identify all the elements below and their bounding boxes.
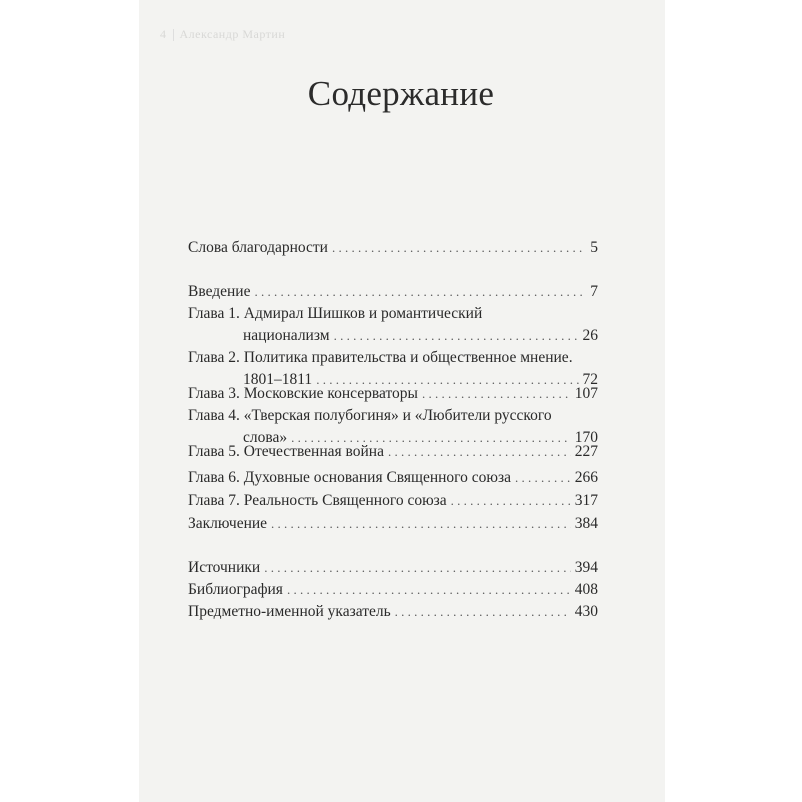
toc-leader-dots: [264, 557, 571, 579]
page-title: Содержание: [307, 74, 495, 113]
running-head-page: 4: [160, 27, 167, 41]
toc-entry[interactable]: [188, 601, 598, 623]
toc-entry-title: Заключение: [188, 515, 268, 532]
toc-page-number: 394: [574, 559, 598, 576]
toc-entry[interactable]: [188, 303, 598, 347]
toc-entry-title: Глава 3. Московские консерваторы: [188, 385, 418, 402]
running-head-divider: [173, 29, 174, 41]
toc-entry-title: Введение: [188, 283, 251, 300]
toc-leader-dots: [451, 490, 571, 512]
running-head-author: Александр Мартин: [179, 27, 286, 41]
toc-entry-title: Глава 7. Реальность Священного союза: [188, 492, 447, 509]
toc-entry-title: Предметно-именной указатель: [188, 603, 391, 620]
toc-entry[interactable]: [188, 490, 598, 512]
toc-page-number: 5: [590, 239, 598, 256]
toc-entry[interactable]: [188, 579, 598, 601]
toc-page-number: 266: [574, 469, 598, 486]
toc-page-number: 26: [582, 327, 598, 344]
toc-entry-title: Глава 5. Отечественная война: [188, 443, 384, 460]
toc-page-number: 430: [574, 603, 598, 620]
toc-page-number: 384: [574, 515, 598, 532]
toc-entry[interactable]: [188, 557, 598, 579]
toc-page-number: 107: [574, 385, 598, 402]
toc-entry-title: Глава 6. Духовные основания Священного союза: [188, 469, 511, 486]
toc-entry[interactable]: [188, 441, 598, 463]
toc-entry[interactable]: [188, 281, 598, 303]
toc-leader-dots: [395, 601, 571, 623]
toc-page-number: 72: [582, 371, 598, 388]
toc-entry[interactable]: [188, 383, 598, 405]
toc-leader-dots: [287, 579, 571, 601]
toc-entry-title-continued: слова»: [243, 429, 288, 446]
toc-leader-dots: [332, 237, 586, 259]
toc-leader-dots: [388, 441, 571, 463]
toc-leader-dots: [515, 467, 571, 489]
toc-page-number: 170: [574, 429, 598, 446]
toc-entry-title: Слова благодарности: [188, 239, 328, 256]
toc-page-number: 227: [574, 443, 598, 460]
toc-entry-title: Глава 2. Политика правительства и общественное мнение.: [188, 349, 573, 366]
toc-entry-title-continued: 1801–1811: [243, 371, 313, 388]
running-head: [160, 27, 285, 42]
toc-page-number: 7: [590, 283, 598, 300]
toc-entry-title-continued: национализм: [243, 327, 330, 344]
toc-entry[interactable]: [188, 513, 598, 535]
toc-entry[interactable]: [188, 237, 598, 259]
toc-entry-title: Библиография: [188, 581, 283, 598]
toc-entry-title: Источники: [188, 559, 261, 576]
toc-leader-dots: [254, 281, 586, 303]
toc-entry-title: Глава 4. «Тверская полубогиня» и «Любители русского: [188, 407, 552, 424]
toc-entry[interactable]: [188, 467, 598, 489]
toc-entry-title: Глава 1. Адмирал Шишков и романтический: [188, 305, 483, 322]
toc-leader-dots: [334, 325, 579, 347]
toc-leader-dots: [422, 383, 571, 405]
toc-page-number: 408: [574, 581, 598, 598]
toc-leader-dots: [271, 513, 571, 535]
toc-page-number: 317: [574, 492, 598, 509]
